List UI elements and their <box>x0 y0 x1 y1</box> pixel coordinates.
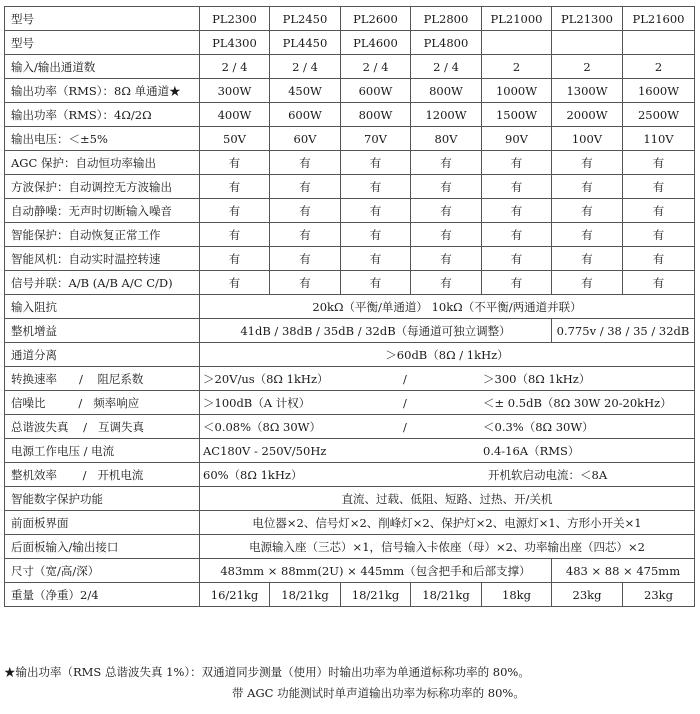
spec-cell: PL4450 <box>270 31 341 55</box>
spec-cell: 有 <box>552 151 623 175</box>
spec-cell: PL2300 <box>200 7 270 31</box>
spec-cell: 有 <box>270 247 341 271</box>
row-label: 型号 <box>5 7 200 31</box>
spec-cell: 70V <box>341 127 411 151</box>
row-label: 智能数字保护功能 <box>5 487 200 511</box>
spec-cell: 有 <box>411 247 482 271</box>
spec-cell: 有 <box>200 151 270 175</box>
spec-cell <box>482 31 552 55</box>
row-label: 转换速率 / 阻尼系数 <box>5 367 200 391</box>
row-label: 尺寸（宽/高/深） <box>5 559 200 583</box>
row-label: 前面板界面 <box>5 511 200 535</box>
spec-cell: 有 <box>341 175 411 199</box>
thd-value: ＜0.08%（8Ω 30W） / ＜0.3%（8Ω 30W） <box>200 415 695 439</box>
row-label: 方波保护：自动调控无方波输出 <box>5 175 200 199</box>
spec-row-parallel <box>5 271 695 295</box>
spec-cell: PL2800 <box>411 7 482 31</box>
spec-cell: 2 <box>623 55 695 79</box>
spec-cell: 2000W <box>552 103 623 127</box>
gain-row <box>5 319 695 343</box>
spec-cell: 有 <box>482 223 552 247</box>
spec-cell: 110V <box>623 127 695 151</box>
spec-cell: 有 <box>270 271 341 295</box>
spec-cell <box>552 31 623 55</box>
front-value: 电位器×2、信号灯×2、削峰灯×2、保护灯×2、电源灯×1、方形小开关×1 <box>200 511 695 535</box>
spec-cell: 有 <box>200 247 270 271</box>
spec-cell: PL2450 <box>270 7 341 31</box>
spec-cell: 2 / 4 <box>270 55 341 79</box>
weight-cell: 18/21kg <box>270 583 341 607</box>
slew-value: ＞20V/us（8Ω 1kHz） / ＞300（8Ω 1kHz） <box>200 367 695 391</box>
spec-cell: 有 <box>482 199 552 223</box>
impedance-value: 20kΩ（平衡/单通道） 10kΩ（不平衡/两通道并联） <box>200 295 695 319</box>
spec-cell: 有 <box>270 199 341 223</box>
spec-cell: PL4600 <box>341 31 411 55</box>
spec-cell: 有 <box>270 223 341 247</box>
row-label: 总谐波失真 / 互调失真 <box>5 415 200 439</box>
spec-cell: 600W <box>270 103 341 127</box>
spec-cell: 400W <box>200 103 270 127</box>
spec-cell: 有 <box>341 223 411 247</box>
spec-cell: 有 <box>200 175 270 199</box>
spec-row-power4 <box>5 103 695 127</box>
spec-cell: 450W <box>270 79 341 103</box>
spec-cell: 2 / 4 <box>341 55 411 79</box>
spec-cell: 有 <box>411 271 482 295</box>
row-label: 信噪比 / 频率响应 <box>5 391 200 415</box>
weight-cell: 23kg <box>623 583 695 607</box>
snr-value: ＞100dB（A 计权） / ＜± 0.5dB（8Ω 30W 20-20kHz） <box>200 391 695 415</box>
spec-cell: 有 <box>341 247 411 271</box>
protection-value: 直流、过载、低阻、短路、过热、开/关机 <box>200 487 695 511</box>
row-label: 重量（净重）2/4 <box>5 583 200 607</box>
weight-cell: 18/21kg <box>341 583 411 607</box>
spec-cell: 有 <box>200 223 270 247</box>
spec-cell: 有 <box>270 151 341 175</box>
row-label: 智能保护：自动恢复正常工作 <box>5 223 200 247</box>
thd-row <box>5 415 695 439</box>
protection-row <box>5 487 695 511</box>
spec-cell: 有 <box>200 199 270 223</box>
row-label: 型号 <box>5 31 200 55</box>
row-label: 输出功率（RMS）：8Ω 单通道★ <box>5 79 200 103</box>
row-label: 电源工作电压 / 电流 <box>5 439 200 463</box>
slew-row <box>5 367 695 391</box>
spec-row-channels <box>5 55 695 79</box>
row-label: 通道分离 <box>5 343 200 367</box>
separation-value: ＞60dB（8Ω / 1kHz） <box>200 343 695 367</box>
spec-cell: 90V <box>482 127 552 151</box>
size-value-b: 483 × 88 × 475mm <box>552 559 695 583</box>
spec-cell: PL21000 <box>482 7 552 31</box>
spec-cell: PL21600 <box>623 7 695 31</box>
weight-cell: 16/21kg <box>200 583 270 607</box>
spec-cell: 有 <box>341 199 411 223</box>
spec-cell: 有 <box>411 151 482 175</box>
spec-cell: 60V <box>270 127 341 151</box>
spec-cell: 有 <box>341 271 411 295</box>
powersupply-row <box>5 439 695 463</box>
spec-cell: 有 <box>411 175 482 199</box>
efficiency-row <box>5 463 695 487</box>
spec-row-power8 <box>5 79 695 103</box>
spec-cell: 1500W <box>482 103 552 127</box>
row-label: 输出功率（RMS）：4Ω/2Ω <box>5 103 200 127</box>
spec-cell: 有 <box>552 199 623 223</box>
spec-cell: 有 <box>623 175 695 199</box>
spec-cell: 有 <box>411 223 482 247</box>
footnote-line-2: 带 AGC 功能测试时单声道输出功率为标称功率的 80%。 <box>232 686 525 700</box>
spec-cell: 有 <box>482 151 552 175</box>
snr-row <box>5 391 695 415</box>
spec-cell: 有 <box>623 271 695 295</box>
spec-cell: PL4300 <box>200 31 270 55</box>
weight-row <box>5 583 695 607</box>
rear-value: 电源输入座（三芯）×1，信号输入卡侬座（母）×2、功率输出座（四芯）×2 <box>200 535 695 559</box>
row-label: 智能风机：自动实时温控转速 <box>5 247 200 271</box>
row-label: 输入/输出通道数 <box>5 55 200 79</box>
impedance-row <box>5 295 695 319</box>
row-label: 输入阻抗 <box>5 295 200 319</box>
weight-cell: 23kg <box>552 583 623 607</box>
size-row <box>5 559 695 583</box>
rear-row <box>5 535 695 559</box>
spec-table <box>4 6 695 607</box>
spec-cell: 有 <box>623 247 695 271</box>
gain-value-b: 0.775v / 38 / 35 / 32dB <box>552 319 695 343</box>
spec-cell: 有 <box>552 175 623 199</box>
spec-cell: 800W <box>411 79 482 103</box>
spec-cell: PL2600 <box>341 7 411 31</box>
efficiency-value: 60%（8Ω 1kHz） 开机软启动电流：＜8A <box>200 463 695 487</box>
spec-cell: 600W <box>341 79 411 103</box>
spec-cell: 100V <box>552 127 623 151</box>
spec-cell: 1000W <box>482 79 552 103</box>
row-label: 输出电压：＜±5% <box>5 127 200 151</box>
spec-cell <box>623 31 695 55</box>
spec-cell: 有 <box>482 175 552 199</box>
spec-cell: 50V <box>200 127 270 151</box>
spec-cell: PL21300 <box>552 7 623 31</box>
spec-cell: 80V <box>411 127 482 151</box>
spec-row-agc <box>5 151 695 175</box>
spec-cell: 有 <box>482 247 552 271</box>
spec-row-model1 <box>5 7 695 31</box>
row-label: 整机增益 <box>5 319 200 343</box>
spec-cell: 有 <box>482 271 552 295</box>
spec-cell: 2500W <box>623 103 695 127</box>
spec-cell: 300W <box>200 79 270 103</box>
footnote-line-1: ★输出功率（RMS 总谐波失真 1%）：双通道同步测量（使用）时输出功率为单通道标称功率的 80%。 <box>4 665 530 679</box>
weight-cell: 18kg <box>482 583 552 607</box>
spec-cell: 有 <box>623 199 695 223</box>
spec-cell: 1300W <box>552 79 623 103</box>
spec-row-voltage <box>5 127 695 151</box>
row-label: 整机效率 / 开机电流 <box>5 463 200 487</box>
size-value-a: 483mm × 88mm(2U) × 445mm（包含把手和后部支撑） <box>200 559 552 583</box>
spec-cell: 有 <box>552 247 623 271</box>
spec-cell: 有 <box>552 271 623 295</box>
row-label: 信号并联：A/B (A/B A/C C/D) <box>5 271 200 295</box>
row-label: AGC 保护：自动恒功率输出 <box>5 151 200 175</box>
powersupply-value: AC180V - 250V/50Hz 0.4-16A（RMS） <box>200 439 695 463</box>
spec-cell: 2 <box>552 55 623 79</box>
row-label: 后面板输入/输出接口 <box>5 535 200 559</box>
spec-cell: 有 <box>552 223 623 247</box>
spec-row-model2 <box>5 31 695 55</box>
spec-cell: 1600W <box>623 79 695 103</box>
spec-row-smart <box>5 223 695 247</box>
gain-value-a: 41dB / 38dB / 35dB / 32dB（每通道可独立调整） <box>200 319 552 343</box>
spec-cell: 有 <box>341 151 411 175</box>
spec-cell: 有 <box>411 199 482 223</box>
spec-row-fan <box>5 247 695 271</box>
spec-cell: 有 <box>200 271 270 295</box>
spec-cell: 800W <box>341 103 411 127</box>
spec-cell: 1200W <box>411 103 482 127</box>
front-row <box>5 511 695 535</box>
separation-row <box>5 343 695 367</box>
spec-cell: 有 <box>623 223 695 247</box>
spec-cell: 2 / 4 <box>200 55 270 79</box>
spec-row-mute <box>5 199 695 223</box>
spec-cell: 有 <box>623 151 695 175</box>
spec-cell: 2 <box>482 55 552 79</box>
spec-cell: 2 / 4 <box>411 55 482 79</box>
spec-row-square <box>5 175 695 199</box>
weight-cell: 18/21kg <box>411 583 482 607</box>
spec-cell: 有 <box>270 175 341 199</box>
row-label: 自动静噪：无声时切断输入噪音 <box>5 199 200 223</box>
spec-cell: PL4800 <box>411 31 482 55</box>
